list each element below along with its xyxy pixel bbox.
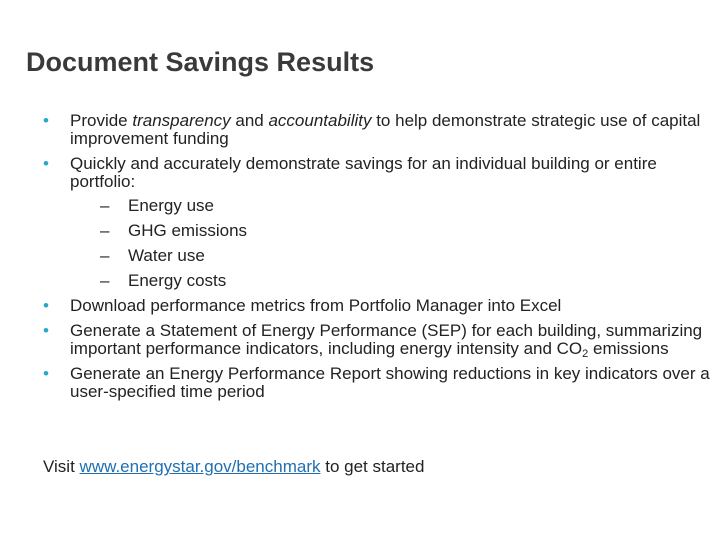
bullet-dot-icon: • bbox=[43, 154, 49, 173]
sub-bullet-text: Energy use bbox=[128, 196, 214, 215]
bullet-text-part: and bbox=[230, 111, 269, 130]
bullet-item-savings bbox=[43, 155, 713, 290]
dash-icon: – bbox=[100, 221, 110, 240]
sub-bullet-water-use bbox=[70, 247, 713, 265]
bullet-text-part: Generate a Statement of Energy Performance (SEP) for each building, summarizing important performance indicators, including energy intensity and CO bbox=[70, 321, 703, 358]
bullet-text: Quickly and accurately demonstrate savings for an individual building or entire portfolio: bbox=[70, 154, 657, 191]
visit-suffix: to get started bbox=[320, 457, 425, 476]
dash-icon: – bbox=[100, 271, 110, 290]
subscript-two: 2 bbox=[582, 348, 589, 360]
bullet-text-part: emissions bbox=[588, 339, 669, 358]
bullet-dot-icon: • bbox=[43, 111, 49, 130]
bullet-item-sep bbox=[43, 322, 713, 358]
sub-bullet-ghg-emissions bbox=[70, 222, 713, 240]
bullet-text: Generate an Energy Performance Report showing reductions in key indicators over a user-specified time period bbox=[70, 364, 710, 401]
visit-line bbox=[43, 457, 424, 477]
bullet-text bbox=[70, 111, 700, 148]
sub-bullet-list bbox=[70, 197, 713, 290]
slide-title: Document Savings Results bbox=[26, 47, 375, 77]
bullet-emphasis-transparency: transparency bbox=[132, 111, 231, 130]
dash-icon: – bbox=[100, 196, 110, 215]
visit-prefix: Visit bbox=[43, 457, 80, 476]
sub-bullet-text: Water use bbox=[128, 246, 205, 265]
bullet-text-part: to help demonstrate strategic use of capital improvement funding bbox=[70, 111, 701, 148]
benchmark-link[interactable]: www.energystar.gov/benchmark bbox=[79, 457, 321, 476]
bullet-text bbox=[70, 321, 702, 358]
bullet-emphasis-accountability: accountability bbox=[268, 111, 372, 130]
bullet-text: Download performance metrics from Portfolio Manager into Excel bbox=[70, 296, 562, 315]
bullet-text-part: Provide bbox=[70, 111, 133, 130]
bullet-list bbox=[43, 112, 713, 408]
bullet-item-report bbox=[43, 365, 713, 401]
sub-bullet-text: GHG emissions bbox=[128, 221, 248, 240]
sub-bullet-energy-costs bbox=[70, 272, 713, 290]
dash-icon: – bbox=[100, 246, 110, 265]
bullet-dot-icon: • bbox=[43, 321, 49, 340]
bullet-dot-icon: • bbox=[43, 364, 49, 383]
bullet-item-transparency bbox=[43, 112, 713, 148]
sub-bullet-text: Energy costs bbox=[128, 271, 227, 290]
bullet-item-download bbox=[43, 297, 713, 315]
sub-bullet-energy-use bbox=[70, 197, 713, 215]
bullet-dot-icon: • bbox=[43, 296, 49, 315]
